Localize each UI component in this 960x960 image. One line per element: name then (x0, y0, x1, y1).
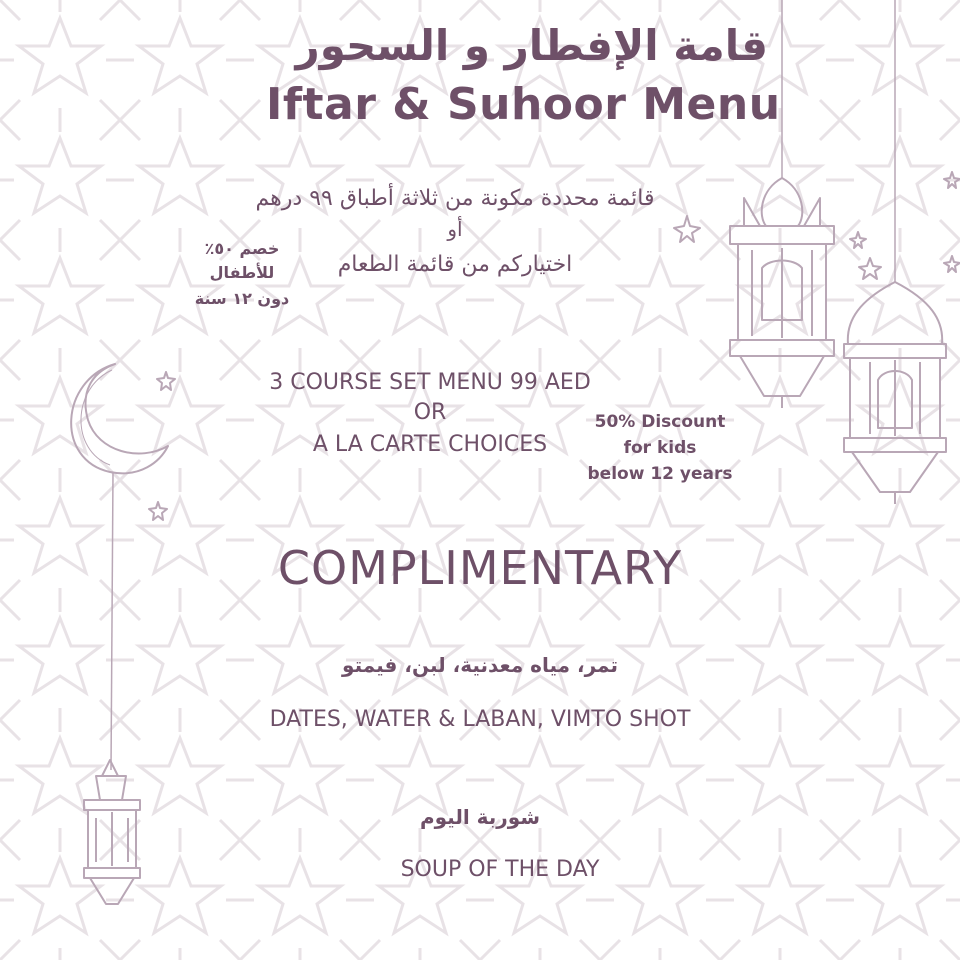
kids-arabic-line-3: دون ١٢ سنة (194, 289, 290, 308)
star-icon (859, 258, 881, 279)
title-arabic: قامة الإفطار و السحور (295, 21, 768, 70)
star-icon (157, 372, 175, 390)
crescent-moon-icon (71, 364, 168, 473)
lantern-icon (730, 178, 834, 408)
offer-arabic-line-2: أو (447, 217, 463, 241)
title-english: Iftar & Suhoor Menu (266, 79, 781, 130)
complimentary-heading: COMPLIMENTARY (277, 541, 683, 595)
star-icon (944, 256, 960, 272)
offer-english-line-3: A LA CARTE CHOICES (312, 432, 548, 457)
offer-english-line-2: OR (413, 400, 447, 425)
soup-english: SOUP OF THE DAY (400, 857, 600, 882)
kids-english-line-3: below 12 years (587, 464, 733, 484)
kids-english-line-2: for kids (623, 438, 697, 458)
offer-arabic-line-3: اختياركم من قائمة الطعام (337, 252, 573, 277)
lantern-icon (84, 760, 140, 904)
star-icon (850, 232, 866, 248)
kids-arabic-line-2: للأطفال (209, 263, 275, 282)
star-icon (149, 502, 167, 520)
soup-arabic: شوربة اليوم (419, 805, 541, 829)
kids-arabic-line-1: خصم ٥٠٪ (204, 239, 280, 258)
complimentary-items-arabic: تمر، مياه معدنية، لبن، فيمتو (342, 653, 618, 677)
complimentary-items-english: DATES, WATER & LABAN, VIMTO SHOT (269, 707, 691, 732)
lantern-icon (844, 282, 946, 504)
offer-arabic-line-1: قائمة محددة مكونة من ثلاثة أطباق ٩٩ درهم (255, 186, 655, 211)
offer-english-line-1: 3 COURSE SET MENU 99 AED (269, 370, 591, 395)
kids-english-line-1: 50% Discount (594, 412, 726, 432)
star-icon (944, 172, 960, 188)
